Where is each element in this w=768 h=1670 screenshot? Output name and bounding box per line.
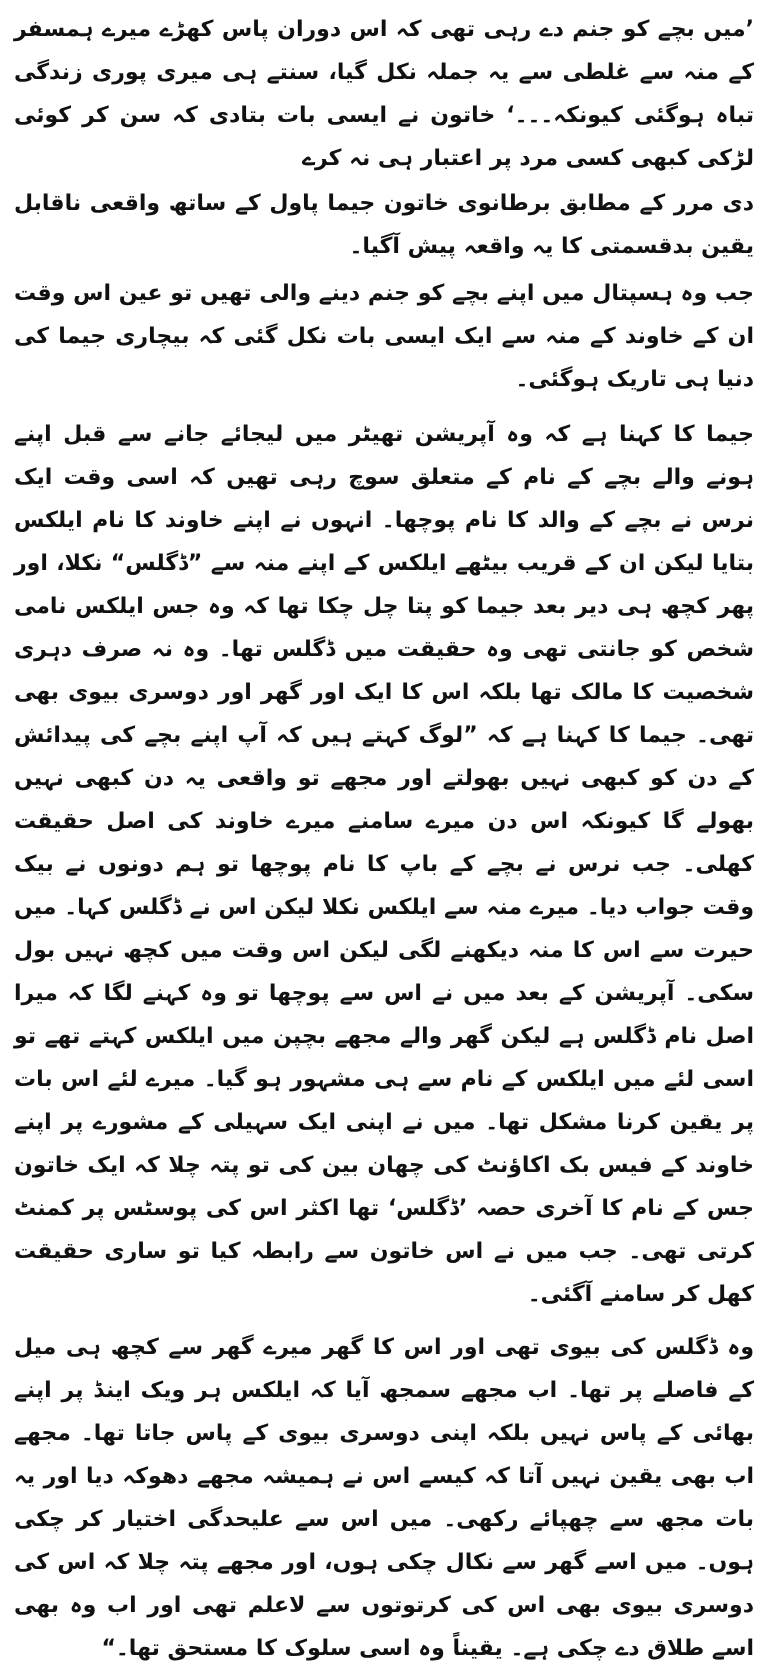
hospital-paragraph: جب وہ ہسپتال میں اپنے بچے کو جنم دینے والی تھیں تو عین اس وقت ان کے خاوند کے منہ سے ایک ایسی بات نکل گئی کہ بیچاری جیما کی دنیا ہی تاریک ہوگئی۔ xyxy=(14,281,754,392)
headline-paragraph: ’میں بچے کو جنم دے رہی تھی کہ اس دوران پاس کھڑے میرے ہمسفر کے منہ سے غلطی سے یہ جملہ نکل گیا، سنتے ہی میری پوری زندگی تباہ ہوگئی کیونکہ۔۔۔‘ خاتون نے ایسی بات بتادی کہ سن کر کوئی لڑکی کبھی کسی مرد پر اعتبار ہی نہ کرے xyxy=(14,17,754,171)
story-paragraph: جیما کا کہنا ہے کہ وہ آپریشن تھیٹر میں لیجائے جانے سے قبل اپنے ہونے والے بچے کے نام کے متعلق سوچ رہی تھیں کہ اسی وقت ایک نرس نے بچے کے والد کا نام پوچھا۔ انہوں نے اپنے خاوند کا نام ایلکس بتایا لیکن ان کے قریب بیٹھے ایلکس کے اپنے منہ سے ”ڈگلس“ نکلا، اور پھر کچھ ہی دیر بعد جیما کو پتا چل چکا تھا کہ وہ جس ایلکس نامی شخص کو جانتی تھی وہ حقیقت میں ڈگلس تھا۔ وہ نہ صرف دہری شخصیت کا مالک تھا بلکہ اس کا ایک اور گھر اور دوسری بیوی بھی تھی۔ جیما کا کہنا ہے کہ ”لوگ کہتے ہیں کہ آپ اپنے بچے کی پیدائش کے دن کو کبھی نہیں بھولتے اور مجھے تو واقعی یہ دن کبھی نہیں بھولے گا کیونکہ اس دن میرے سامنے میرے خاوند کی اصل حقیقت کھلی۔ جب نرس نے بچے کے باپ کا نام پوچھا تو ہم دونوں نے بیک وقت جواب دیا۔ میرے منہ سے ایلکس نکلا لیکن اس نے ڈگلس کہا۔ میں حیرت سے اس کا منہ دیکھنے لگی لیکن اس وقت میں کچھ نہیں بول سکی۔ آپریشن کے بعد میں نے اس سے پوچھا تو وہ کہنے لگا کہ میرا اصل نام ڈگلس ہے لیکن گھر والے مجھے بچپن میں ایلکس کہتے تھے تو اسی لئے میں ایلکس کے نام سے ہی مشہور ہو گیا۔ میرے لئے اس بات پر یقین کرنا مشکل تھا۔ میں نے اپنی ایک سہیلی کے مشورے پر اپنے خاوند کے فیس بک اکاؤنٹ کی چھان بین کی تو پتہ چلا کہ ایک خاتون جس کے نام کا آخری حصہ ’ڈگلس‘ تھا اکثر اس کی پوسٹس پر کمنٹ کرتی تھی۔ جب میں نے اس خاتون سے رابطہ کیا تو ساری حقیقت کھل کر سامنے آگئی۔ xyxy=(14,422,754,1307)
closing-paragraph: وہ ڈگلس کی بیوی تھی اور اس کا گھر میرے گھر سے کچھ ہی میل کے فاصلے پر تھا۔ اب مجھے سمجھ آیا کہ ایلکس ہر ویک اینڈ پر اپنے بھائی کے پاس نہیں بلکہ اپنی دوسری بیوی کے پاس جاتا تھا۔ مجھے اب بھی یقین نہیں آتا کہ کیسے اس نے ہمیشہ مجھے دھوکہ دیا اور یہ بات مجھ سے چھپائے رکھی۔ میں اس سے علیحدگی اختیار کر چکی ہوں۔ میں اسے گھر سے نکال چکی ہوں، اور مجھے پتہ چلا کہ اس کی دوسری بیوی بھی اس کی کرتوتوں سے لاعلم تھی اور اب وہ بھی اسے طلاق دے چکی ہے۔ یقیناً وہ اسی سلوک کا مستحق تھا۔“ xyxy=(14,1335,754,1661)
intro-paragraph: دی مرر کے مطابق برطانوی خاتون جیما پاول کے ساتھ واقعی ناقابل یقین بدقسمتی کا یہ واقعہ پیش آگیا۔ xyxy=(14,191,754,259)
